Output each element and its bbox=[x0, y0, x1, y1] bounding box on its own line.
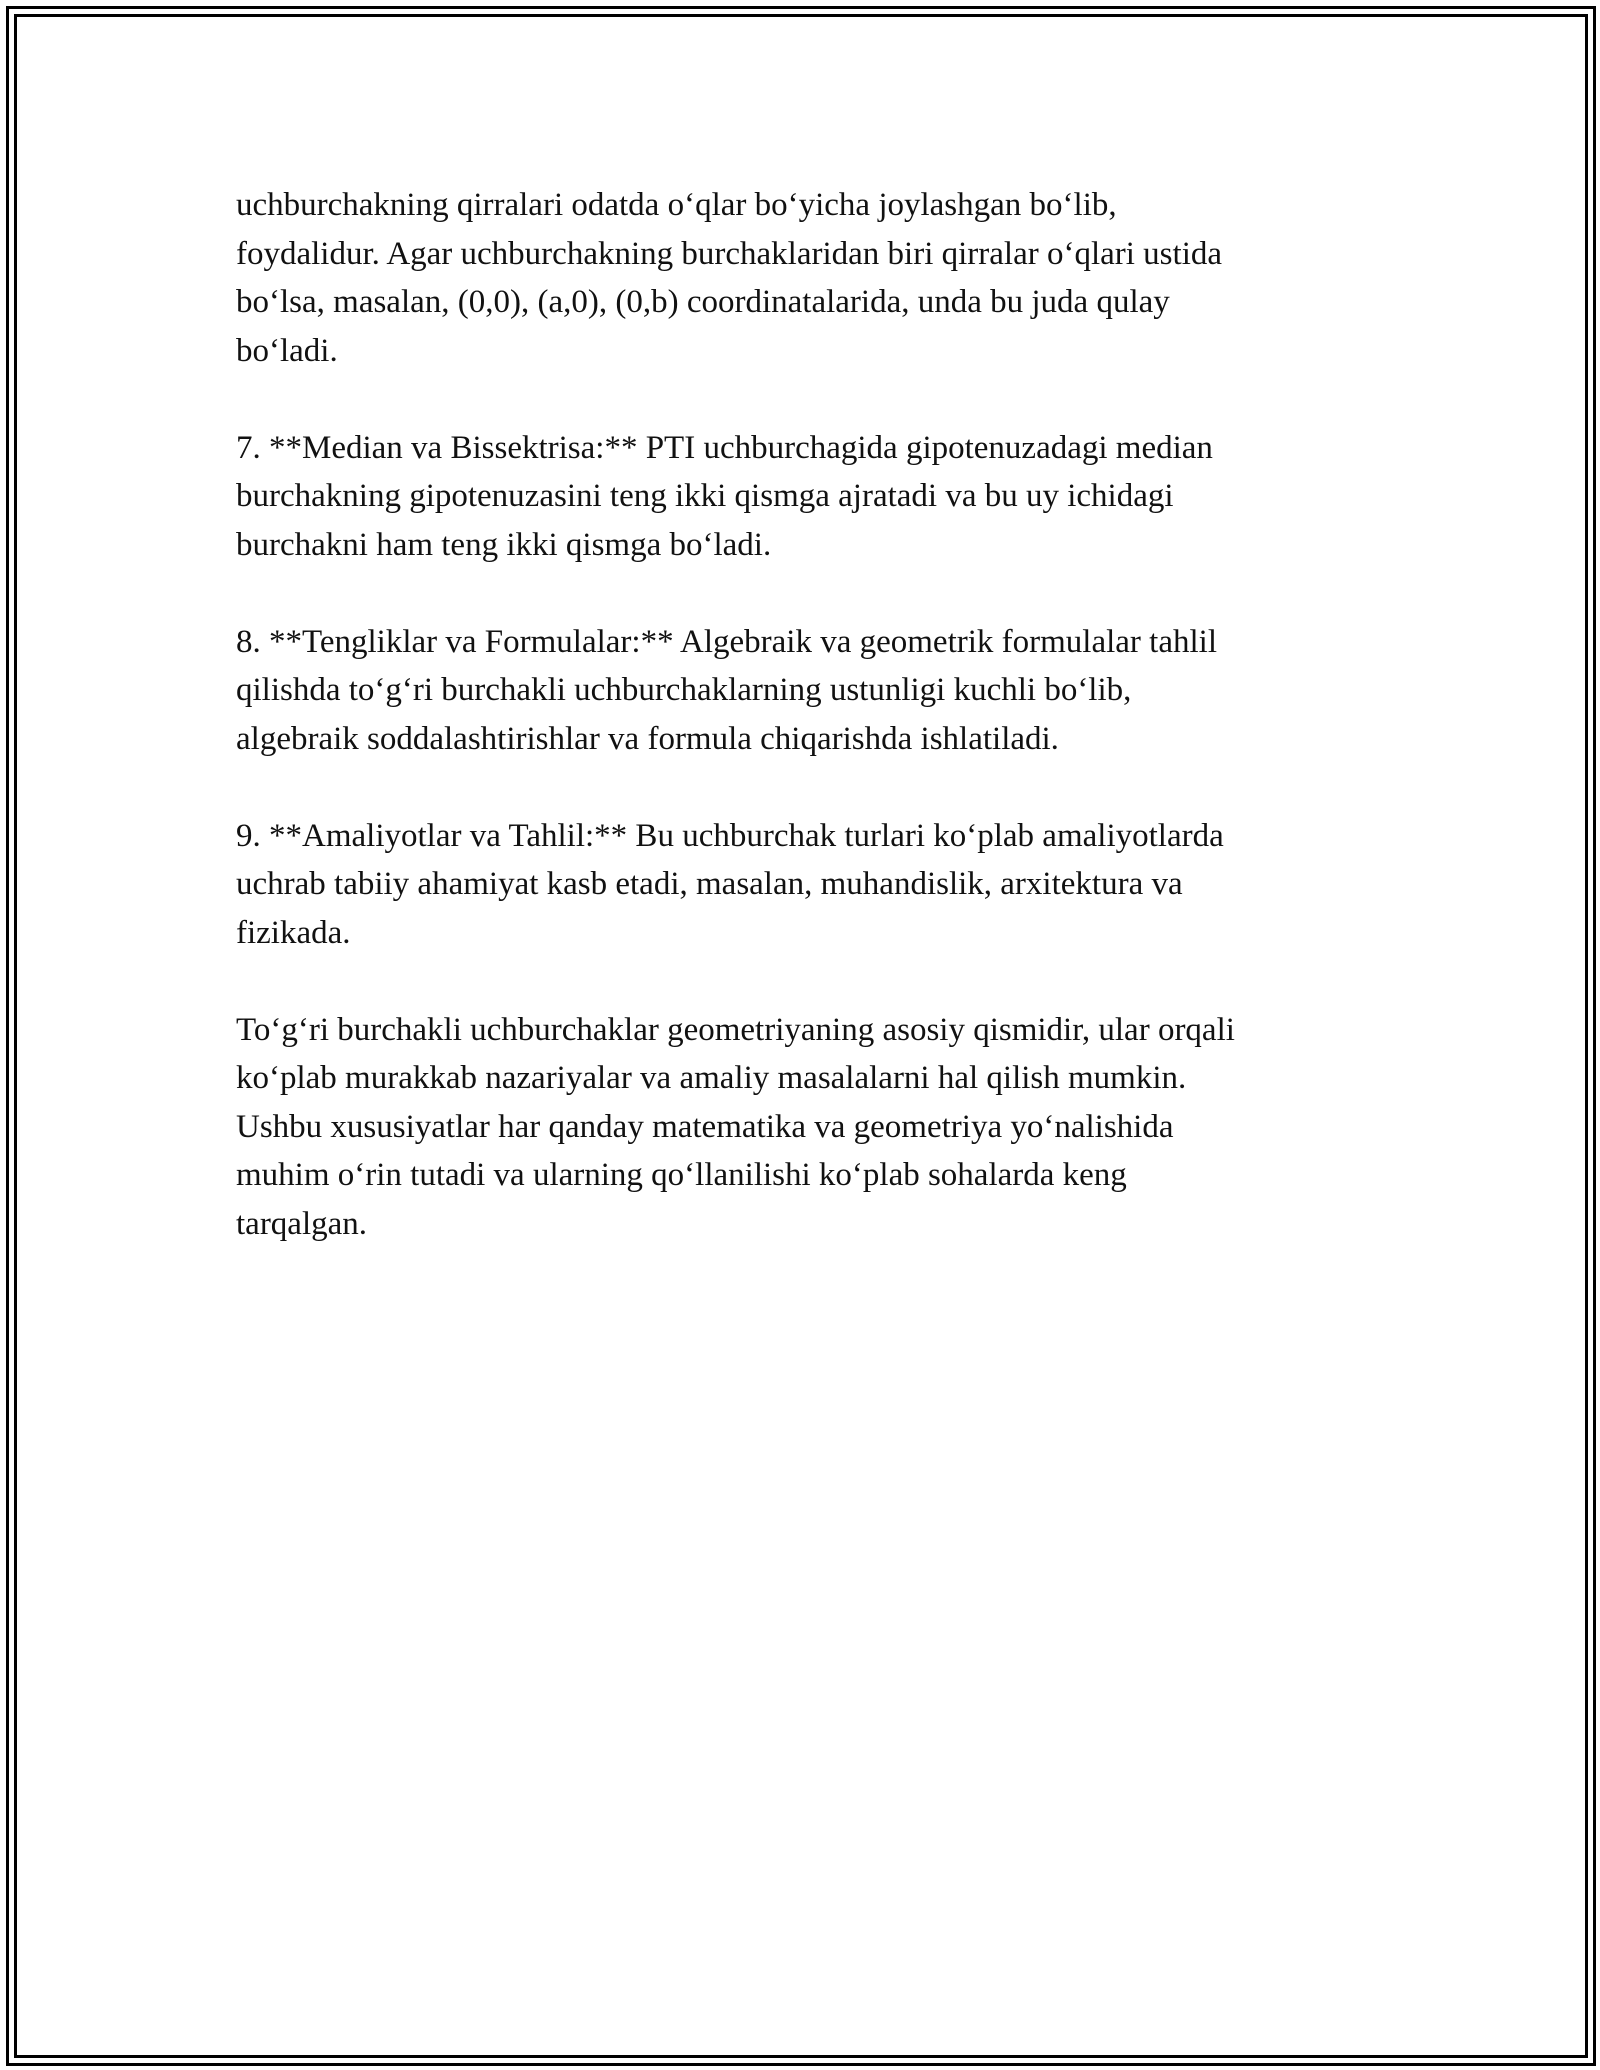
text-line: bo‘ladi. bbox=[236, 332, 338, 369]
paragraph-intro-continued bbox=[236, 181, 1366, 375]
text-line: foydalidur. Agar uchburchakning burchaklaridan biri qirralar o‘qlari ustida bbox=[236, 235, 1223, 272]
text-line: fizikada. bbox=[236, 914, 351, 951]
paragraph-item-8 bbox=[236, 618, 1366, 764]
text-line: ko‘plab murakkab nazariyalar va amaliy masalalarni hal qilish mumkin. bbox=[236, 1060, 1187, 1096]
text-line: To‘g‘ri burchakli uchburchaklar geometriyaning asosiy qismidir, ular orqali bbox=[236, 1011, 1235, 1048]
text-line: 8. **Tengliklar va Formulalar:** Algebraik va geometrik formulalar tahlil bbox=[236, 623, 1217, 660]
text-line: tarqalgan. bbox=[236, 1205, 368, 1242]
text-line: burchakni ham teng ikki qismga bo‘ladi. bbox=[236, 526, 772, 563]
text-line: algebraik soddalashtirishlar va formula chiqarishda ishlatiladi. bbox=[236, 720, 1059, 757]
text-line: burchakning gipotenuzasini teng ikki qismga ajratadi va bu uy ichidagi bbox=[236, 478, 1174, 514]
text-line: bo‘lsa, masalan, (0,0), (a,0), (0,b) coordinatalarida, unda bu juda qulay bbox=[236, 284, 1170, 320]
text-line: qilishda to‘g‘ri burchakli uchburchaklarning ustunligi kuchli bo‘lib, bbox=[236, 672, 1132, 708]
paragraph-conclusion bbox=[236, 1006, 1366, 1249]
text-line: 7. **Median va Bissektrisa:** PTI uchburchagida gipotenuzadagi median bbox=[236, 429, 1213, 466]
text-line: uchrab tabiiy ahamiyat kasb etadi, masalan, muhandislik, arxitektura va bbox=[236, 866, 1183, 902]
paragraph-item-7 bbox=[236, 424, 1366, 570]
text-line: uchburchakning qirralari odatda o‘qlar bo‘yicha joylashgan bo‘lib, bbox=[236, 187, 1117, 223]
text-line: 9. **Amaliyotlar va Tahlil:** Bu uchburchak turlari ko‘plab amaliyotlarda bbox=[236, 817, 1224, 854]
paragraph-item-9 bbox=[236, 812, 1366, 958]
text-line: muhim o‘rin tutadi va ularning qo‘llanilishi ko‘plab sohalarda keng bbox=[236, 1157, 1127, 1193]
document-body bbox=[236, 181, 1366, 1297]
text-line: Ushbu xususiyatlar har qanday matematika va geometriya yo‘nalishida bbox=[236, 1108, 1174, 1145]
